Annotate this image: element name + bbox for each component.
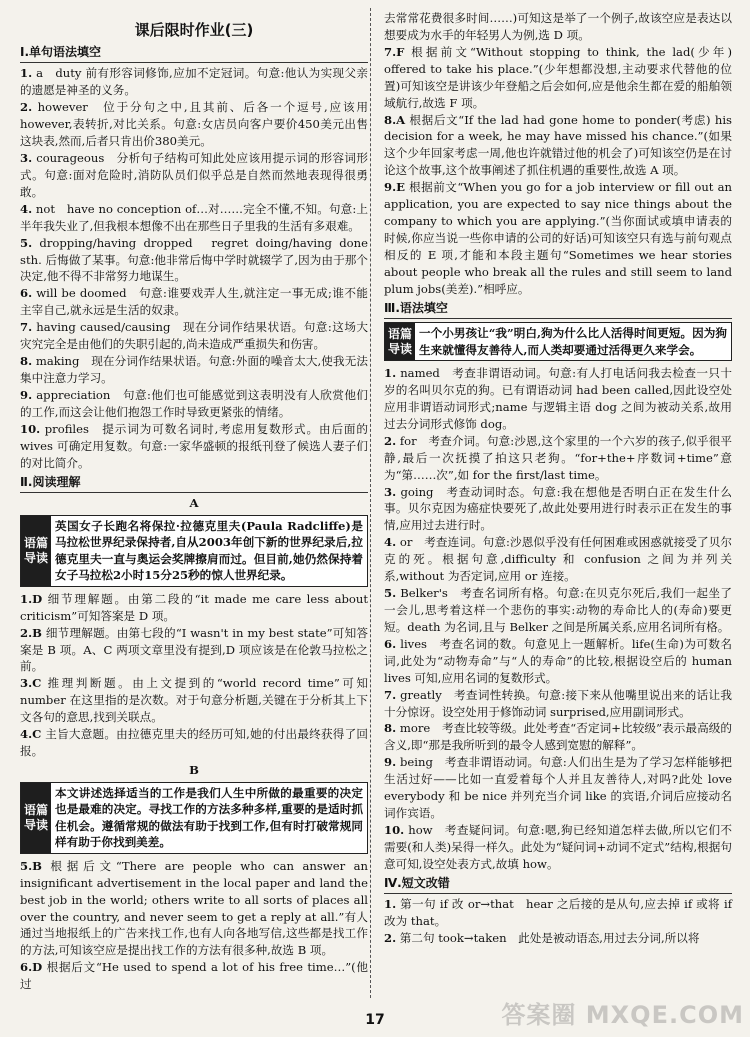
section-heading-2: Ⅱ.阅读理解	[20, 474, 368, 494]
grammar-fill-list	[20, 65, 368, 471]
answer-text: 第二句 took→taken 此处是被动语态,用过去分词,所以将	[399, 931, 700, 946]
answer-text: 主旨大意题。由拉德克里夫的经历可知,她的付出最终获得了回报。	[20, 727, 369, 759]
error-correction-list	[384, 896, 732, 947]
grammar-passage-answers	[384, 365, 732, 873]
section-heading-3: Ⅲ.语法填空	[384, 300, 732, 320]
guide-text: 本文讲述选择适当的工作是我们人生中所做的最重要的决定也是最难的决定。寻找工作的方法多种多样,重要的是适时抓住机会。遵循常规的做法有助于找到工作,但有时打破常规同样有助于你找到美差。	[55, 785, 363, 850]
answer-item	[384, 365, 732, 433]
answer-text: 推理判断题。由上文提到的“world record time”可知 number 在这里指的是次数。对于句意分析题,关键在于分析其上下文各句的意思,找到关联点。	[20, 676, 368, 725]
answer-number: 3.	[20, 151, 33, 166]
watermark-logo: 答案圈 MXQE.COM	[501, 1000, 744, 1029]
answer-item	[20, 625, 368, 676]
answer-number: 6.D	[20, 960, 43, 975]
right-column	[384, 10, 732, 947]
answer-text: or 考查连词。句意:沙恩似乎没有任何困难或困惑就接受了贝尔克的死。根据句意,difficulty 和 confusion 之间为并列关系,without 为否定词,应用 or 连接。	[384, 535, 732, 584]
answer-number: 9.E	[384, 180, 405, 195]
answer-text: 细节理解题。由第七段的“I wasn't in my best state”可知答案是 B 项。A、C 两项文章里没有提到,D 项应该是在伦敦马拉松之前。	[20, 625, 368, 674]
answer-text: 根据后文“He used to spend a lot of his free time…”(他过	[20, 960, 368, 992]
answer-text: courageous 分析句子结构可知此处应该用提示词的形容词形式。句意:面对危险时,消防队员们似乎总是自然而然地表现得很勇敢。	[20, 151, 369, 199]
answer-number: 4.C	[20, 727, 42, 742]
answer-text: dropping/having dropped regret doing/having done sth. 后悔做了某事。句意:他非常后悔中学时就辍学了,因为由于那个决定,他不得不非常努力地谋生。	[20, 235, 368, 284]
left-column	[20, 10, 368, 993]
answer-text: more 考查比较等级。此处考查“否定词+比较级”表示最高级的含义,即“那是我所听到的最令人感到宽慰的解释”。	[384, 721, 733, 753]
answer-text: named 考查非谓语动词。句意:有人打电话问我去检查一只十岁的名叫贝尔克的狗。已有谓语动词 had been called,因此设空处应用非谓语动词形式;name 与逻辑主语 dog 之间为被动关系,故用过去分词形式修饰 dog。	[384, 366, 732, 431]
passage-c-guide	[384, 322, 732, 361]
answer-text: 细节理解题。由第二段的“it made me care less about criticism”可知答案是 D 项。	[20, 591, 369, 623]
answer-text: 根据前文“When you go for a job interview or fill out an application, you are expected to say nice things about the company to which you are applying.”(当你面试或填申请表的时候,你应当说一些你申请的公司的好话)可知该空只有选与前句观点相反的 E 项,才能和本段主题句“Sometimes we hear stories about people who break all the rules and still seem to land plum jobs(美差).”相呼应。	[384, 180, 732, 296]
answer-item	[20, 235, 368, 286]
answer-item	[384, 585, 732, 636]
answer-item	[384, 720, 732, 754]
passage-b-guide	[20, 782, 368, 854]
answer-text: 根据后文“There are people who can answer an insignificant advertisement in the local paper and land the best job in the world; others write to all sorts of places all over the country, and never seem to get a reply at all.”有人通过当地报纸上的广告来找工作,也有人向各地写信,这些都是找工作的方法,可知该空应是提出找工作的方法有很多种,故选 B 项。	[20, 858, 368, 958]
answer-text: being 考查非谓语动词。句意:人们出生是为了学习怎样能够把生活过好——比如一直爱着每个人并且友善待人,对吗?此处 love everybody 和 be nice 并列充当介词 like 的宾语,介词后应接动名词作宾语。	[384, 755, 733, 821]
guide-label: 语篇 导读	[385, 323, 415, 360]
answer-item	[20, 353, 368, 387]
answer-text: lives 考查名词的数。句意见上一题解析。life(生命)为可数名词,此处为“动物寿命”与“人的寿命”的比较,根据设空后的 human lives 可知,应用名词的复数形式。	[384, 636, 732, 685]
answer-item	[20, 959, 368, 993]
answer-text: 去常常花费很多时间……)可知这是举了一个例子,故该空应是表达以想要成为水手的年轻男人为例,选 D 项。	[384, 11, 732, 42]
answer-number: 4.	[20, 201, 33, 216]
answer-number: 10.	[384, 822, 405, 837]
answer-number: 7.	[384, 687, 397, 702]
answer-text: 根据前文“Without stopping to think, the lad(少年) offered to take his place.”(少年想都没想,主动要求代替他的位置)可知该空是讲该少年登船之后会如何,应是他余生都在爱的船舶领域航行,故选 F 项。	[384, 44, 732, 110]
answer-text: will be doomed 句意:谁要戏弄人生,就注定一事无成;谁不能主宰自己,就永远是生活的奴隶。	[20, 286, 369, 318]
answer-number: 2.	[384, 931, 397, 946]
answer-item	[20, 65, 368, 99]
answer-item	[384, 822, 732, 873]
answer-number: 9.	[20, 387, 33, 402]
passage-b-answers	[20, 858, 368, 993]
answer-number: 1.	[384, 897, 397, 912]
answer-item	[20, 319, 368, 353]
answer-number: 8.A	[384, 112, 406, 127]
answer-text: profiles 提示词为可数名词时,考虑用复数形式。由后面的 wives 可确定用复数。句意:一家华盛顿的报纸刊登了候选人妻子们的对比简介。	[20, 421, 368, 470]
answer-item	[384, 896, 732, 930]
answer-item	[20, 675, 368, 726]
answer-item	[384, 179, 732, 297]
passage-a-answers	[20, 591, 368, 760]
answer-number: 2.	[384, 433, 397, 448]
answer-number: 7.F	[384, 44, 405, 59]
answer-item	[384, 754, 732, 822]
answer-item	[384, 10, 732, 44]
passage-a-guide	[20, 515, 368, 587]
page-number: 17	[365, 1012, 385, 1028]
answer-text: having caused/causing 现在分词作结果状语。句意:这场大灾究完全是由他们的失职引起的,尚未造成严重损失和伤害。	[20, 320, 369, 352]
section-heading-4: Ⅳ.短文改错	[384, 875, 732, 895]
answer-number: 3.C	[20, 676, 42, 691]
answer-number: 2.B	[20, 625, 42, 640]
answer-number: 3.	[384, 484, 397, 499]
answer-item	[20, 99, 368, 150]
answer-text: for 考查介词。句意:沙恩,这个家里的一个六岁的孩子,似乎很平静,最后一次抚摸了拍这只老狗。“for+the+序数词+time”意为“第……次”,如 for the first/last time。	[384, 433, 733, 482]
answer-item	[384, 112, 732, 180]
answer-number: 1.D	[20, 591, 43, 606]
answer-number: 10.	[20, 421, 41, 436]
guide-text: 一个小男孩让“我”明白,狗为什么比人活得时间更短。因为狗生来就懂得友善待人,而人类却要通过活得更久来学会。	[419, 326, 727, 357]
answer-text: Belker's 考查名词所有格。句意:在贝克尔死后,我们一起坐了一会儿,思考着这样一个悲伤的事实:动物的寿命比人的(寿命)要更短。death 为名词,且与 Belker 之间是所属关系,应用名词所有格。	[384, 586, 733, 634]
answer-item	[20, 858, 368, 960]
section-heading-1: Ⅰ.单句语法填空	[20, 44, 368, 64]
answer-item	[384, 44, 732, 112]
answer-item	[20, 726, 368, 760]
answer-number: 6.	[20, 286, 33, 301]
passage-b-answers-cont	[384, 10, 732, 298]
answer-number: 5.	[20, 235, 33, 250]
answer-number: 9.	[384, 755, 397, 770]
answer-number: 5.	[384, 586, 397, 601]
answer-number: 1.	[20, 66, 33, 81]
answer-item	[20, 421, 368, 472]
passage-a-label: A	[189, 496, 199, 511]
answer-text: greatly 考查词性转换。句意:接下来从他嘴里说出来的话让我十分惊讶。设空处用于修饰动词 surprised,应用副词形式。	[384, 687, 733, 719]
answer-item	[384, 433, 732, 484]
guide-text: 英国女子长跑名将保拉·拉德克里夫(Paula Radcliffe)是马拉松世界纪录保持者,自从2003年创下新的世界纪录后,拉德克里夫一直与奥运会奖牌擦肩而过。但目前,她仍然保持着女子马拉松2小时15分25秒的惊人世界纪录。	[55, 518, 363, 583]
answer-item	[20, 201, 368, 235]
answer-number: 8.	[384, 721, 397, 736]
column-divider	[370, 8, 371, 998]
answer-text: how 考查疑问词。句意:嗯,狗已经知道怎样去做,所以它们不需要(和人类)呆得一样久。此处为“疑问词+动词不定式”结构,根据句意可知,设空处表方式,故填 how。	[384, 822, 733, 871]
answer-number: 8.	[20, 354, 33, 369]
answer-item	[20, 591, 368, 625]
answer-item	[20, 285, 368, 319]
answer-item	[20, 150, 368, 201]
answer-number: 1.	[384, 366, 397, 381]
answer-text: however 位于分句之中,且其前、后各一个逗号,应该用 however,表转折,对比关系。句意:女店员向客户要价450美元出售这块表,然而,后者只肯出价380美元。	[20, 100, 368, 149]
answer-text: going 考查动词时态。句意:我在想他是否明白正在发生什么事。贝尔克因为癌症快要死了,故此处要用进行时表示正在发生的事情,应用过去进行时。	[384, 484, 733, 533]
guide-label: 语篇 导读	[21, 516, 51, 586]
answer-item	[384, 636, 732, 687]
answer-text: not have no conception of…对……完全不懂,不知。句意:上半年我失业了,但我根本想像不出在那些日子里我的生活有多艰难。	[20, 201, 368, 233]
answer-number: 7.	[20, 320, 33, 335]
page-title: 课后限时作业(三)	[134, 21, 254, 39]
answer-number: 6.	[384, 636, 397, 651]
answer-text: appreciation 句意:他们也可能感觉到这表明没有人欣赏他们的工作,而这会让他们抱怨工作时导致更紧张的情绪。	[20, 387, 368, 419]
answer-text: 第一句 if 改 or→that hear 之后接的是从句,应去掉 if 或将 if 改为 that。	[384, 897, 732, 929]
answer-item	[20, 387, 368, 421]
answer-text: making 现在分词作结果状语。句意:外面的噪音太大,使我无法集中注意力学习。	[20, 354, 369, 385]
answer-item	[384, 930, 732, 947]
answer-item	[384, 534, 732, 585]
passage-b-label: B	[189, 763, 199, 777]
answer-number: 4.	[384, 535, 397, 550]
answer-text: a duty 前有形容词修饰,应加不定冠词。句意:他认为实现父亲的遗愿是神圣的义务。	[20, 66, 368, 98]
answer-number: 5.B	[20, 858, 42, 873]
answer-number: 2.	[20, 100, 33, 115]
answer-item	[384, 484, 732, 535]
answer-text: 根据后文“If the lad had gone home to ponder(考虑) his decision for a week, he may have missed his chance.”(如果这个少年回家考虑一周,他也许就错过他的机会了)可知该空仍是在讨论这个故事,这个故事阐述了抓住机遇的重要性,故选 A 项。	[384, 112, 732, 178]
guide-label: 语篇 导读	[21, 783, 51, 853]
answer-item	[384, 687, 732, 721]
